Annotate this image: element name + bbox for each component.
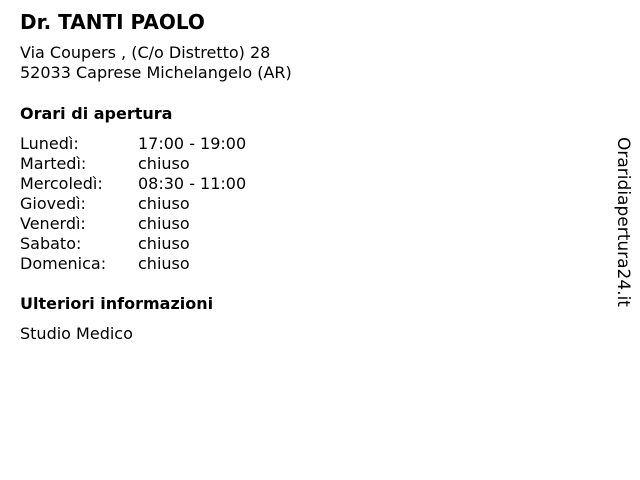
opening-hours-heading: Orari di apertura [20,104,173,123]
hours-row-thursday [20,194,300,214]
hours-value: 17:00 - 19:00 [138,134,247,153]
address-city: 52033 Caprese Michelangelo (AR) [20,63,292,82]
hours-row-sunday [20,254,300,274]
address-block [20,43,292,83]
hours-value: chiuso [138,254,190,273]
address-street: Via Coupers , (C/o Distretto) 28 [20,43,271,62]
day-label: Domenica: [20,254,107,273]
additional-info-text: Studio Medico [20,324,133,343]
day-label: Sabato: [20,234,82,253]
hours-row-saturday [20,234,300,254]
hours-value: chiuso [138,154,190,173]
day-label: Giovedì: [20,194,86,213]
hours-value: chiuso [138,234,190,253]
hours-row-tuesday [20,154,300,174]
day-label: Lunedì: [20,134,79,153]
hours-value: 08:30 - 11:00 [138,174,247,193]
hours-row-wednesday [20,174,300,194]
day-label: Martedì: [20,154,87,173]
hours-value: chiuso [138,194,190,213]
day-label: Venerdì: [20,214,86,233]
page-title: Dr. TANTI PAOLO [20,10,205,34]
opening-hours-table [20,134,300,274]
hours-row-monday [20,134,300,154]
day-label: Mercoledì: [20,174,103,193]
watermark-text: Oraridiapertura24.it [613,137,633,307]
hours-value: chiuso [138,214,190,233]
hours-row-friday [20,214,300,234]
additional-info-heading: Ulteriori informazioni [20,294,214,313]
